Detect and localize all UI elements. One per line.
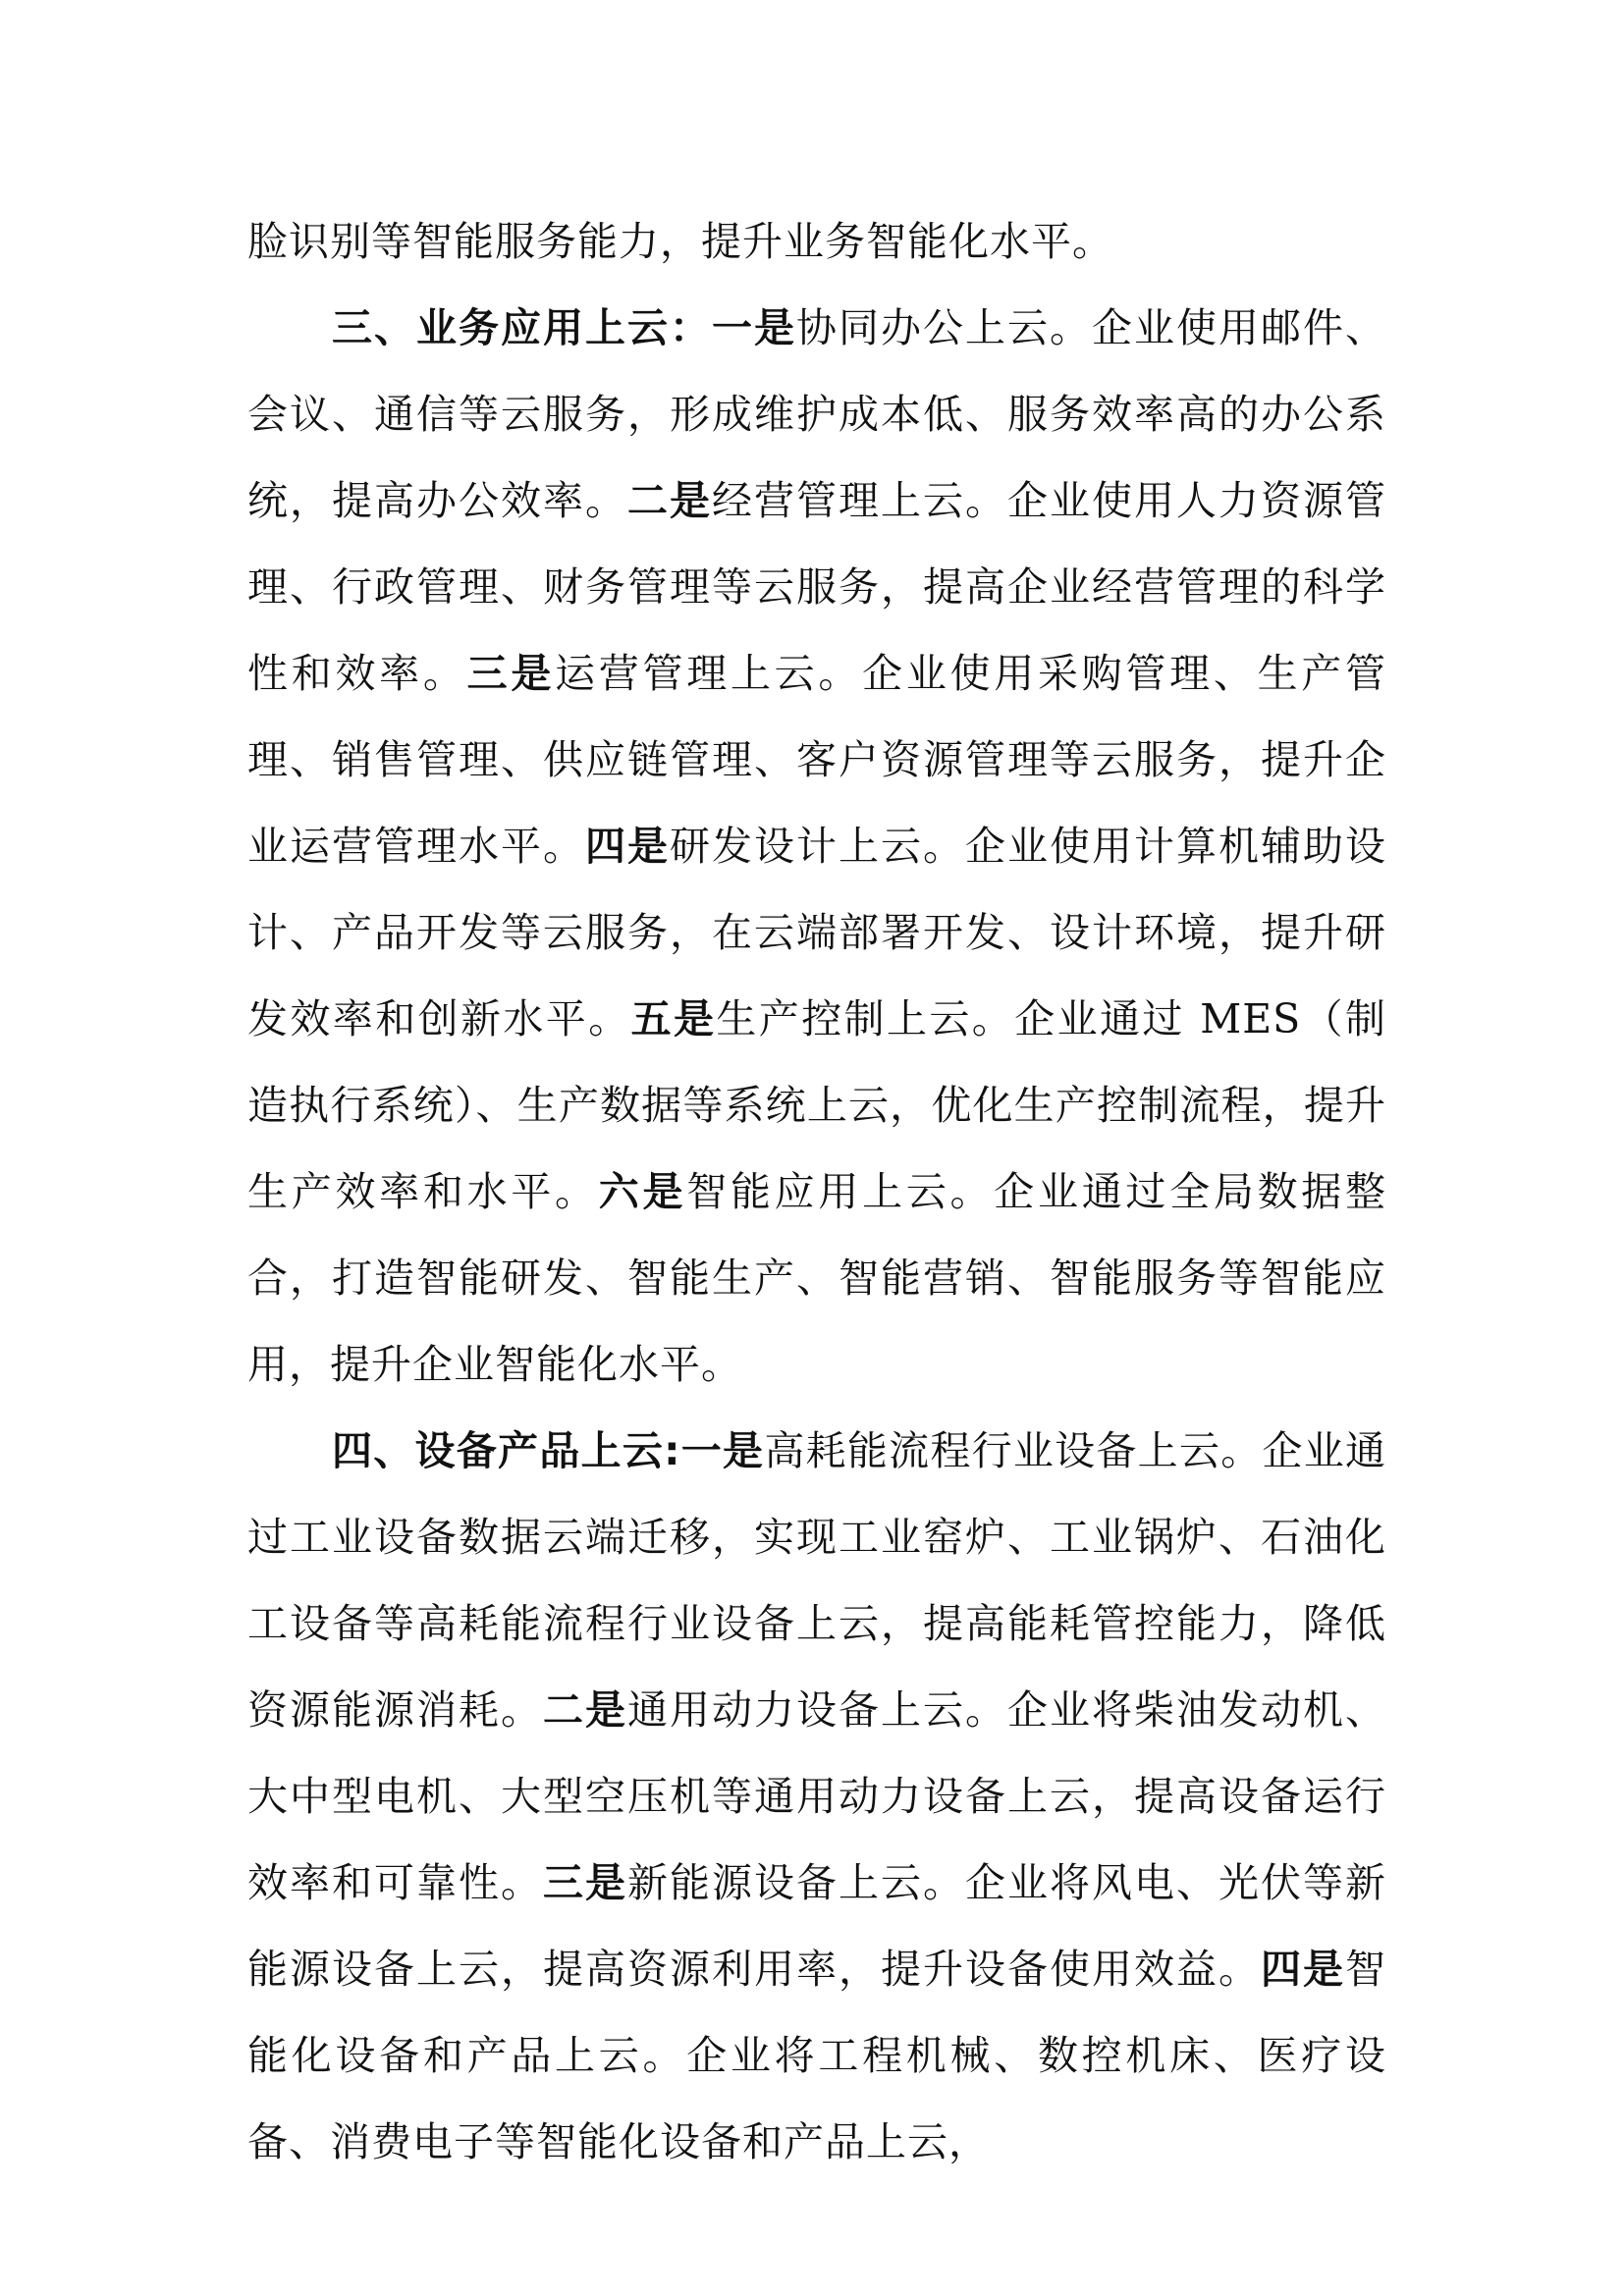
item-text: 通用动力设备上云。企业将柴油发动机、大中型电机、大型空压机等通用动力设备上云，提高设备运行效率和可靠性。 (247, 1686, 1386, 1906)
item-lead: 三是 (466, 650, 556, 697)
item-lead: 二是 (627, 477, 712, 524)
item-text: 新能源设备上云。企业将风电、光伏等新能源设备上云，提高资源利用率，提升设备使用效益。 (247, 1859, 1386, 1993)
item-text: 运营管理上云。企业使用采购管理、生产管理、销售管理、供应链管理、客户资源管理等云服务，提升企业运营管理水平。 (247, 650, 1387, 870)
item-text: 智能化设备和产品上云。企业将工程机械、数控机床、医疗设备、消费电子等智能化设备和产品上云， (247, 1946, 1386, 2165)
item-text: 研发设计上云。企业使用计算机辅助设计、产品开发等云服务，在云端部署开发、设计环境，提升研发效率和创新水平。 (247, 823, 1386, 1042)
item-text: 协同办公上云。企业使用邮件、会议、通信等云服务，形成维护成本低、服务效率高的办公系统，提高办公效率。 (247, 304, 1386, 524)
item-lead: 四是 (1261, 1946, 1345, 1993)
paragraph-business-apps-cloud (247, 285, 1386, 1408)
section-heading: 三、业务应用上云： (332, 304, 712, 351)
item-lead: 五是 (630, 995, 717, 1042)
item-text: 智能应用上云。企业通过全局数据整合，打造智能研发、智能生产、智能营销、智能服务等智能应用，提升企业智能化水平。 (247, 1168, 1387, 1388)
item-lead: 二是 (543, 1686, 627, 1734)
item-lead: 四是 (585, 823, 670, 870)
item-text: 高耗能流程行业设备上云。企业通过工业设备数据云端迁移，实现工业窑炉、工业锅炉、石油化工设备等高耗能流程行业设备上云，提高能耗管控能力，降低资源能源消耗。 (247, 1427, 1387, 1734)
item-text: 经营管理上云。企业使用人力资源管理、行政管理、财务管理等云服务，提高企业经营管理的科学性和效率。 (247, 477, 1386, 697)
paragraph-equipment-products-cloud (247, 1408, 1386, 2185)
document-page (247, 198, 1386, 2185)
item-lead: 六是 (598, 1168, 687, 1215)
section-heading: 四、设备产品上云: (332, 1427, 681, 1474)
item-lead: 一是 (680, 1427, 765, 1474)
paragraph-text: 脸识别等智能服务能力，提升业务智能化水平。 (247, 218, 1113, 265)
item-text: 生产控制上云。企业通过 MES（制造执行系统）、生产数据等系统上云，优化生产控制流程，提升生产效率和水平。 (247, 995, 1387, 1215)
item-lead: 三是 (543, 1859, 627, 1906)
item-lead: 一是 (712, 304, 796, 351)
paragraph-continuation (247, 198, 1386, 285)
